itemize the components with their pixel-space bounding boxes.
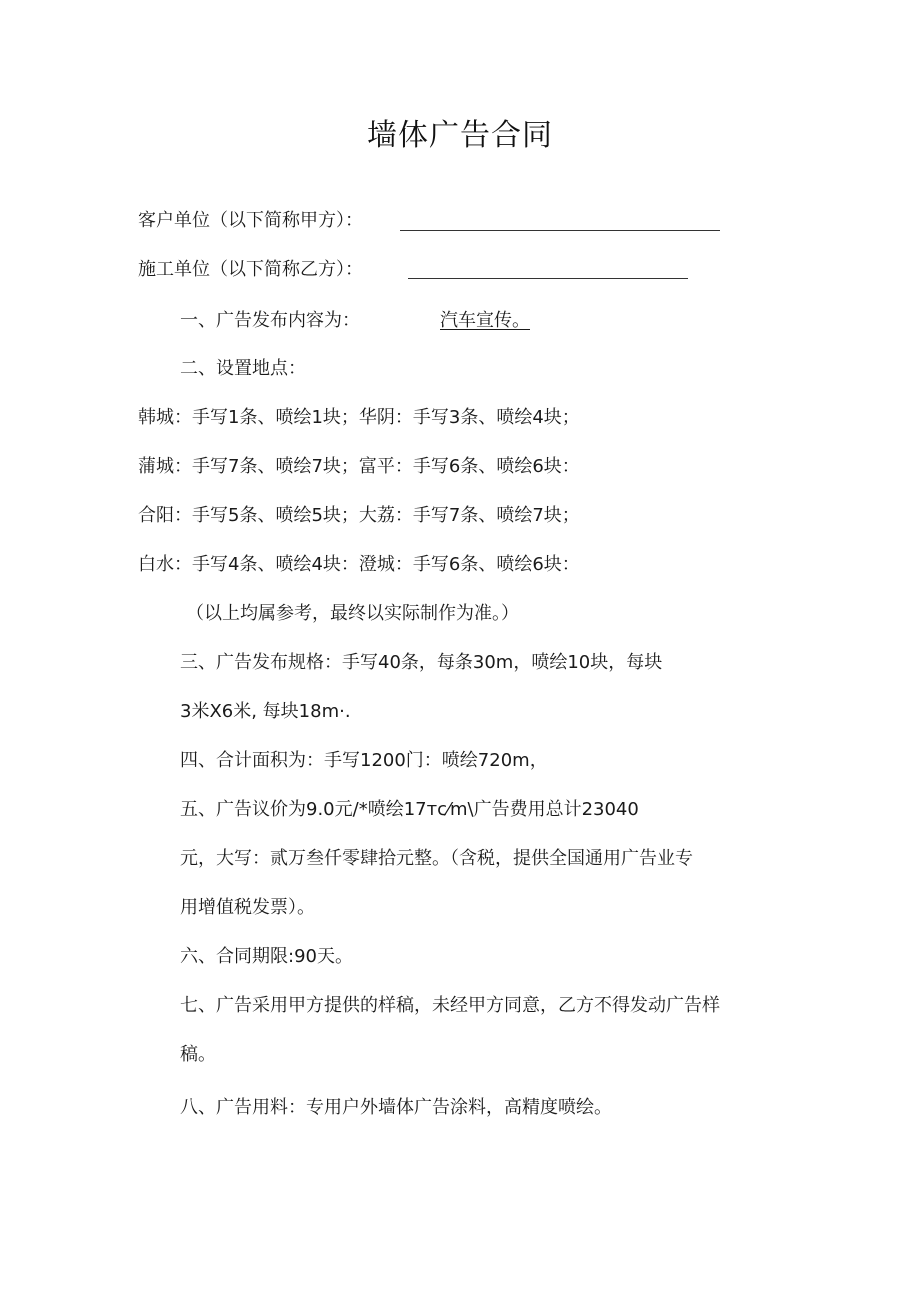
party-b-label: 施工单位（以下简称乙方）： xyxy=(138,259,363,280)
clause-1-label: 一、广告发布内容为： xyxy=(180,310,360,331)
location-line: 合阳：手写5条、喷绘5块；大荔：手写7条、喷绘7块； xyxy=(138,505,580,526)
document-title: 墙体广告合同 xyxy=(367,118,553,153)
clause-2-label: 二、设置地点： xyxy=(180,358,306,379)
clause-3-line-2: 3米X6米, 每块18m·. xyxy=(180,701,351,722)
clause-5-line-1: 五、广告议价为9.0元/*喷绘17тс⁄m\广告费用总计23040 xyxy=(180,799,639,820)
location-line: 蒲城：手写7条、喷绘7块；富平：手写6条、喷绘6块： xyxy=(138,456,580,477)
clause-5-line-2: 元，大写：贰万叁仟零肆拾元整。（含税，提供全国通用广告业专 xyxy=(180,848,693,869)
clause-4: 四、合计面积为：手写1200门：喷绘720m， xyxy=(180,750,548,771)
location-line: 韩城：手写1条、喷绘1块；华阴：手写3条、喷绘4块； xyxy=(138,407,580,428)
reference-note: （以上均属参考，最终以实际制作为准。） xyxy=(186,603,519,624)
party-a-label: 客户单位（以下简称甲方）： xyxy=(138,210,363,231)
clause-1-value: 汽车宣传。 xyxy=(440,310,530,331)
party-b-blank-line xyxy=(408,278,688,279)
clause-7-line-1: 七、广告采用甲方提供的样稿，未经甲方同意，乙方不得发动广告样 xyxy=(180,995,720,1016)
clause-5-line-3: 用增值税发票）。 xyxy=(180,897,315,918)
clause-7-line-2: 稿。 xyxy=(180,1044,216,1065)
clause-3-line-1: 三、广告发布规格：手写40条，每条30m，喷绘10块，每块 xyxy=(180,652,663,673)
location-line: 白水：手写4条、喷绘4块：澄城：手写6条、喷绘6块： xyxy=(138,554,580,575)
clause-6: 六、合同期限:90天。 xyxy=(180,946,353,967)
clause-8: 八、广告用料：专用户外墙体广告涂料，高精度喷绘。 xyxy=(180,1097,612,1118)
party-a-blank-line xyxy=(400,230,720,231)
